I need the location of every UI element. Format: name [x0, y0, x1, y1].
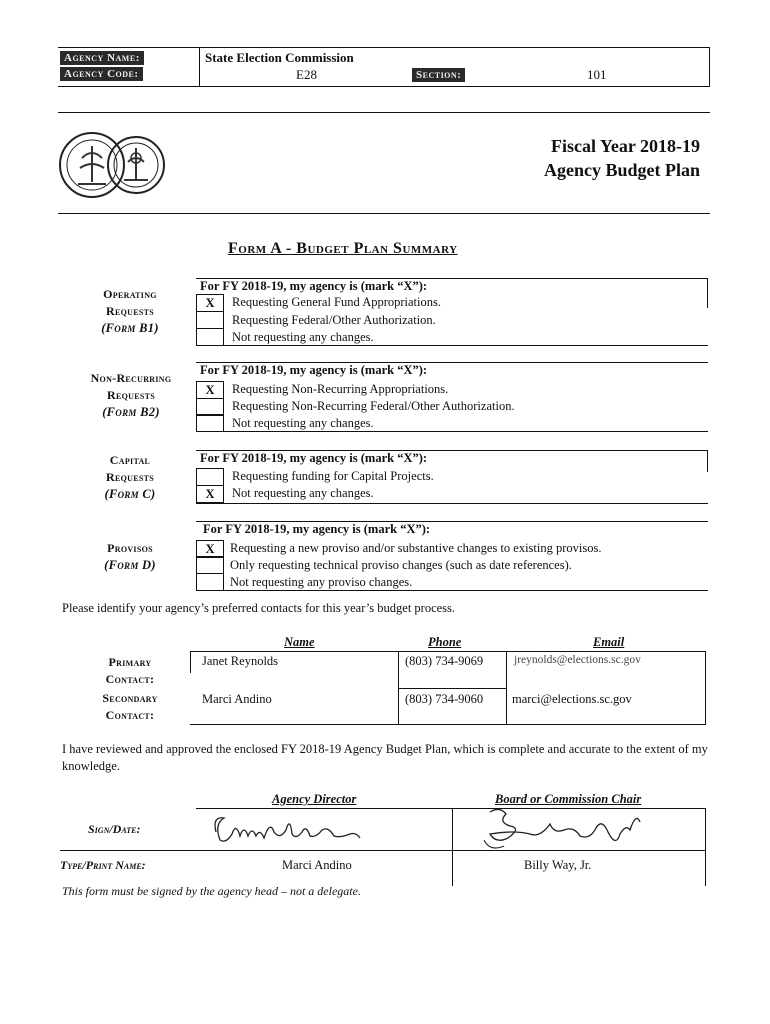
nonrecurring-heading: For FY 2018-19, my agency is (mark “X”): — [200, 363, 428, 377]
capital-mark-2[interactable]: X — [196, 485, 224, 503]
capital-option-1: Requesting funding for Capital Projects. — [232, 469, 434, 483]
agency-code-label: Agency Code: — [60, 67, 143, 81]
section-value: 101 — [587, 67, 607, 82]
primary-contact-label: Primary Contact: — [105, 655, 155, 686]
capital-mark-1[interactable] — [196, 468, 224, 486]
secondary-contact-phone: (803) 734-9060 — [405, 692, 484, 706]
operating-mark-3[interactable] — [196, 328, 224, 346]
primary-contact-phone: (803) 734-9069 — [405, 654, 484, 668]
provisos-option-3: Not requesting any proviso changes. — [230, 575, 413, 589]
board-chair-heading: Board or Commission Chair — [495, 792, 642, 806]
title-line-1: Fiscal Year 2018-19 — [551, 136, 700, 156]
section-operating-label: Operating Requests (Form B1) — [101, 287, 159, 335]
operating-option-2: Requesting Federal/Other Authorization. — [232, 313, 436, 327]
section-nonrecurring-label: Non-Recurring Requests (Form B2) — [90, 371, 172, 419]
contacts-col-email: Email — [593, 635, 625, 649]
operating-option-3: Not requesting any changes. — [232, 330, 374, 344]
section-label: Section: — [412, 68, 465, 82]
nonrecurring-mark-1[interactable]: X — [196, 381, 224, 399]
secondary-contact-label: Secondary Contact: — [102, 691, 158, 722]
nonrecurring-option-3: Not requesting any changes. — [232, 416, 374, 430]
secondary-contact-name: Marci Andino — [202, 692, 272, 706]
state-seal-logo — [58, 118, 166, 212]
chair-printed-name: Billy Way, Jr. — [524, 858, 592, 872]
operating-mark-2[interactable] — [196, 311, 224, 329]
chair-signature — [470, 804, 650, 860]
footer-note: This form must be signed by the agency head – not a delegate. — [62, 884, 361, 898]
contacts-col-phone: Phone — [428, 635, 462, 649]
section-provisos-label: Provisos (Form D) — [104, 541, 156, 572]
secondary-contact-email: marci@elections.sc.gov — [512, 692, 632, 706]
form-title: Form A - Budget Plan Summary — [228, 240, 458, 257]
nonrecurring-option-2: Requesting Non-Recurring Federal/Other Authorization. — [232, 399, 515, 413]
director-signature — [210, 810, 370, 850]
page-title — [544, 134, 700, 182]
primary-contact-name: Janet Reynolds — [202, 654, 279, 668]
type-print-name-label: Type/Print Name: — [60, 858, 146, 872]
agency-code-value: E28 — [296, 67, 317, 82]
approval-statement: I have reviewed and approved the enclosed FY 2018-19 Agency Budget Plan, which is complete and accurate to the extent of my knowledge. — [62, 742, 708, 773]
section-capital-label: Capital Requests (Form C) — [104, 453, 156, 501]
provisos-mark-2[interactable] — [196, 556, 224, 574]
sign-date-label: Sign/Date: — [88, 822, 141, 836]
nonrecurring-mark-3[interactable] — [196, 414, 224, 432]
agency-name-label: Agency Name: — [60, 51, 144, 65]
agency-director-heading: Agency Director — [272, 792, 357, 806]
capital-option-2: Not requesting any changes. — [232, 486, 374, 500]
operating-option-1: Requesting General Fund Appropriations. — [232, 295, 441, 309]
primary-contact-email: jreynolds@elections.sc.gov — [514, 654, 641, 666]
title-line-2: Agency Budget Plan — [543, 160, 700, 180]
contacts-col-name: Name — [284, 635, 315, 649]
agency-name-value: State Election Commission — [205, 50, 354, 65]
provisos-option-1: Requesting a new proviso and/or substantive changes to existing provisos. — [230, 541, 602, 555]
operating-heading: For FY 2018-19, my agency is (mark “X”): — [200, 279, 428, 293]
provisos-option-2: Only requesting technical proviso changes (such as date references). — [230, 558, 572, 572]
nonrecurring-option-1: Requesting Non-Recurring Appropriations. — [232, 382, 449, 396]
provisos-mark-3[interactable] — [196, 573, 224, 591]
operating-mark-1[interactable]: X — [196, 294, 224, 312]
provisos-heading: For FY 2018-19, my agency is (mark “X”): — [203, 522, 431, 536]
director-printed-name: Marci Andino — [282, 858, 352, 872]
contacts-intro: Please identify your agency’s preferred contacts for this year’s budget process. — [62, 601, 456, 615]
provisos-mark-1[interactable]: X — [196, 540, 224, 558]
capital-heading: For FY 2018-19, my agency is (mark “X”): — [200, 451, 428, 465]
